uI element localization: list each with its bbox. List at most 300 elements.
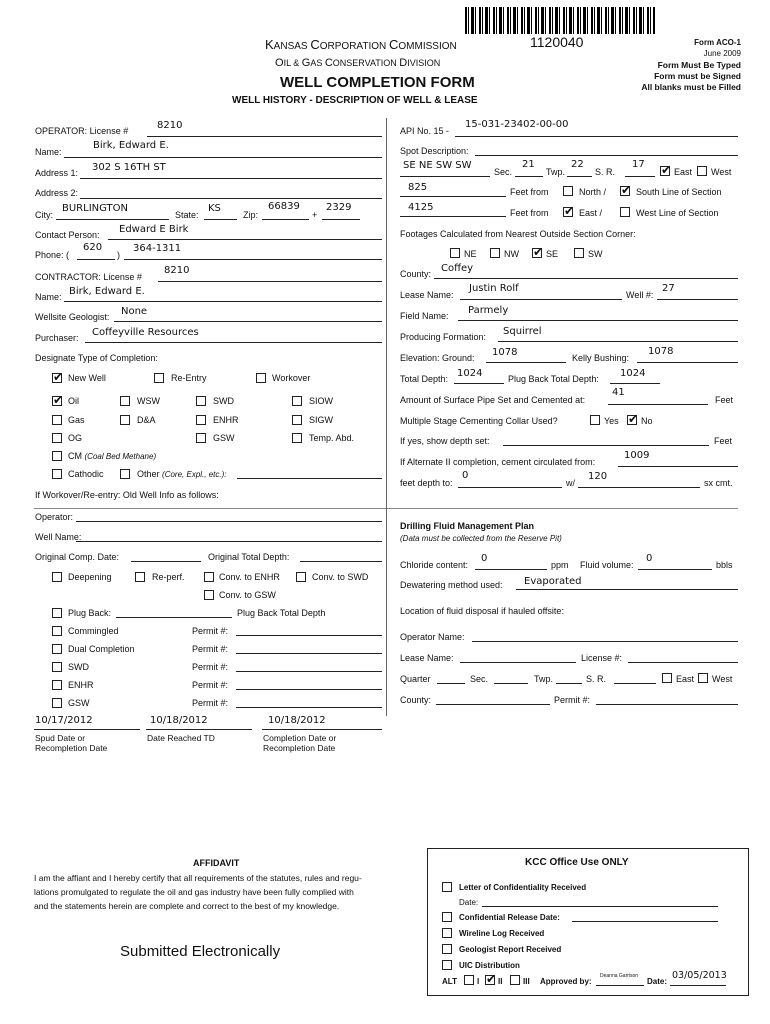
ew-feet-value[interactable]: 4125 xyxy=(408,202,434,213)
collar-label: Multiple Stage Cementing Collar Used? xyxy=(400,416,558,426)
east-line-checkbox[interactable]: ✔ xyxy=(564,204,575,218)
plug-back-total-depth-value[interactable]: 1024 xyxy=(620,368,646,379)
phone-number-line xyxy=(124,259,382,260)
kelly-bushing-label: Kelly Bushing: xyxy=(572,353,630,363)
cathodic-label: Cathodic xyxy=(68,469,104,479)
zip-ext-line xyxy=(322,219,360,220)
orig-total-depth-line xyxy=(300,561,382,562)
disposal-county-label: County: xyxy=(400,695,432,705)
dual-label: Dual Completion xyxy=(68,644,135,654)
alt2-label: If Alternate II completion, cement circulated from: xyxy=(400,457,596,467)
alt2-line xyxy=(618,466,738,467)
conv-enhr-label: Conv. to ENHR xyxy=(219,572,280,582)
depth-set-label: If yes, show depth set: xyxy=(400,436,490,446)
og-label: OG xyxy=(68,433,83,443)
p-swd-label: SWD xyxy=(68,662,89,672)
west-line-checkbox[interactable] xyxy=(620,207,630,217)
da-checkbox[interactable] xyxy=(120,415,130,425)
zip-line xyxy=(262,219,309,220)
workover-checkbox[interactable] xyxy=(256,373,266,383)
deepening-label: Deepening xyxy=(68,572,112,582)
api-value[interactable]: 15-031-23402-00-00 xyxy=(465,119,569,130)
siow-label: SIOW xyxy=(309,396,333,406)
east-label: East xyxy=(674,167,693,177)
barcode xyxy=(465,7,655,34)
north-label: North / xyxy=(579,187,607,197)
conv-swd-label: Conv. to SWD xyxy=(312,572,369,582)
affidavit-line-2: lations promulgated to regulate the oil and gas industry have been fully complied with xyxy=(34,887,354,897)
east-line-label: East / xyxy=(579,208,603,218)
spud-label-2: Recompletion Date xyxy=(35,743,108,753)
spot-quarters-line xyxy=(400,176,490,177)
wireline-label: Wireline Log Received xyxy=(459,929,545,938)
ne-label: NE xyxy=(464,249,477,259)
kcc-title: KCC Office Use ONLY xyxy=(525,857,629,868)
kcc-date-line xyxy=(482,906,718,907)
permit-line-5 xyxy=(236,707,382,708)
dewatering-value[interactable]: Evaporated xyxy=(524,576,582,587)
uic-checkbox[interactable] xyxy=(442,960,452,970)
well-number-line xyxy=(657,299,738,300)
p-enhr-checkbox[interactable] xyxy=(52,680,62,690)
comp-label-2: Recompletion Date xyxy=(263,743,336,753)
contact-label: Contact Person: xyxy=(35,230,100,240)
temp-abd-checkbox[interactable] xyxy=(292,433,302,443)
spud-date-line xyxy=(34,729,140,730)
temp-abd-label: Temp. Abd. xyxy=(309,433,355,443)
conv-gsw-checkbox[interactable] xyxy=(204,590,214,600)
fluid-disposal-label: Location of fluid disposal if hauled offsite: xyxy=(400,606,564,616)
operator-license-line xyxy=(147,136,382,137)
permit-line-3 xyxy=(236,671,382,672)
form-subtitle: WELL HISTORY - DESCRIPTION OF WELL & LEASE xyxy=(232,95,478,106)
r-line xyxy=(625,176,655,177)
disposal-county-line xyxy=(436,704,550,705)
note-filled: All blanks must be Filled xyxy=(641,82,741,92)
phone-label: Phone: ( xyxy=(35,250,70,260)
address2-line xyxy=(80,198,382,199)
oil-checkbox[interactable]: ✔ xyxy=(53,393,64,407)
disposal-operator-line xyxy=(472,641,738,642)
column-divider xyxy=(386,118,387,508)
og-checkbox[interactable] xyxy=(52,433,62,443)
permit-line-4 xyxy=(236,689,382,690)
chloride-label: Chloride content: xyxy=(400,560,469,570)
enhr-label: ENHR xyxy=(213,415,239,425)
permit-label-2: Permit #: xyxy=(192,644,229,654)
re-entry-label: Re-Entry xyxy=(171,373,207,383)
p-gsw-label: GSW xyxy=(68,698,90,708)
total-depth-value[interactable]: 1024 xyxy=(457,368,483,379)
p-enhr-label: ENHR xyxy=(68,680,94,690)
r-value[interactable]: 17 xyxy=(632,159,645,170)
oil-label: Oil xyxy=(68,396,79,406)
contact-line xyxy=(108,239,382,240)
affidavit-line-3: and the statements herein are complete and correct to the best of my knowledge. xyxy=(34,901,340,911)
kcc-date2-label: Date: xyxy=(647,977,668,986)
permit-label-3: Permit #: xyxy=(192,662,229,672)
twp-line xyxy=(567,176,592,177)
producing-formation-value[interactable]: Squirrel xyxy=(503,326,542,337)
disposal-west-checkbox[interactable] xyxy=(698,673,708,683)
sigw-checkbox[interactable] xyxy=(292,415,302,425)
well-number-value[interactable]: 27 xyxy=(662,283,675,294)
field-name-label: Field Name: xyxy=(400,311,449,321)
old-wellname-label: Well Name: xyxy=(35,532,82,542)
collar-yes-checkbox[interactable] xyxy=(590,415,600,425)
wsw-checkbox[interactable] xyxy=(120,396,130,406)
other-line xyxy=(237,478,382,479)
west-checkbox[interactable] xyxy=(697,166,707,176)
note-signed: Form must be Signed xyxy=(654,71,741,81)
alt-i-label: I xyxy=(477,977,480,986)
conv-swd-checkbox[interactable] xyxy=(296,572,306,582)
phone-number-value[interactable]: 364-1311 xyxy=(133,243,182,254)
plug-back-total-depth-line xyxy=(610,383,660,384)
permit-line-1 xyxy=(236,635,382,636)
disposal-permit-label: Permit #: xyxy=(554,695,591,705)
geologist-label: Wellsite Geologist: xyxy=(35,312,110,322)
old-operator-label: Operator: xyxy=(35,512,74,522)
disposal-lease-label: Lease Name: xyxy=(400,653,454,663)
spud-label-1: Spud Date or xyxy=(35,733,86,743)
footages-label: Footages Calculated from Nearest Outside Section Corner: xyxy=(400,229,636,239)
disposal-r-line xyxy=(614,683,656,684)
orig-comp-date-label: Original Comp. Date: xyxy=(35,552,120,562)
twp-label: Twp. xyxy=(546,167,566,177)
state-line xyxy=(204,219,237,220)
submitted-electronically: Submitted Electronically xyxy=(120,943,281,960)
se-label: SE xyxy=(546,249,559,259)
permit-line-2 xyxy=(236,653,382,654)
address2-label: Address 2: xyxy=(35,188,79,198)
confidential-release-checkbox[interactable] xyxy=(442,912,452,922)
se-checkbox[interactable]: ✔ xyxy=(533,245,544,259)
re-entry-checkbox[interactable] xyxy=(154,373,164,383)
state-label: State: xyxy=(175,210,199,220)
fluid-volume-line xyxy=(638,569,712,570)
lease-name-value[interactable]: Justin Rolf xyxy=(469,283,519,294)
plug-back-line xyxy=(116,617,232,618)
phone-area-value[interactable]: 620 xyxy=(83,242,103,253)
kcc-date-label: Date: xyxy=(459,898,479,907)
south-line-label: South Line of Section xyxy=(636,187,722,197)
api-line xyxy=(455,136,738,137)
dfmp-title: Drilling Fluid Management Plan xyxy=(400,521,535,531)
disposal-west-label: West xyxy=(712,674,733,684)
disposal-permit-line xyxy=(596,704,738,705)
state-value[interactable]: KS xyxy=(208,203,221,214)
new-well-checkbox[interactable]: ✔ xyxy=(53,370,64,384)
approved-by-label: Approved by: xyxy=(540,977,592,986)
completion-date-value[interactable]: 10/18/2012 xyxy=(268,715,326,726)
chloride-value[interactable]: 0 xyxy=(481,553,488,564)
disposal-twp-line xyxy=(556,683,582,684)
city-line xyxy=(56,219,169,220)
alt-iii-checkbox[interactable] xyxy=(510,975,520,985)
city-value[interactable]: BURLINGTON xyxy=(62,203,128,214)
da-label: D&A xyxy=(137,415,156,425)
ne-checkbox[interactable] xyxy=(450,248,460,258)
spud-date-value[interactable]: 10/17/2012 xyxy=(35,715,93,726)
reperf-label: Re-perf. xyxy=(152,572,185,582)
operator-license-label: OPERATOR: License # xyxy=(35,126,129,136)
plug-back-checkbox[interactable] xyxy=(52,608,62,618)
collar-no-checkbox[interactable]: ✔ xyxy=(628,412,639,426)
sx-line xyxy=(578,487,700,488)
workover-label: Workover xyxy=(272,373,311,383)
kcc-date2-value: 03/05/2013 xyxy=(672,970,727,981)
form-date: June 2009 xyxy=(703,49,741,58)
total-depth-line xyxy=(454,383,504,384)
nw-label: NW xyxy=(504,249,519,259)
elevation-ground-value[interactable]: 1078 xyxy=(492,347,518,358)
elevation-label: Elevation: Ground: xyxy=(400,353,475,363)
west-label: West xyxy=(711,167,732,177)
ns-feet-value[interactable]: 825 xyxy=(408,182,428,193)
well-number-label: Well #: xyxy=(626,290,654,300)
swd-label: SWD xyxy=(213,396,234,406)
other-label: Other (Core, Expl., etc.): xyxy=(137,469,227,479)
sec-value[interactable]: 21 xyxy=(522,159,535,170)
ppm-label: ppm xyxy=(551,560,569,570)
dfmp-note: (Data must be collected from the Reserve Pit) xyxy=(400,534,562,543)
twp-value[interactable]: 22 xyxy=(571,159,584,170)
sec-label: Sec. xyxy=(494,167,513,177)
alt2-value[interactable]: 1009 xyxy=(624,450,650,461)
zip-plus: + xyxy=(312,210,318,220)
spot-label: Spot Description: xyxy=(400,146,469,156)
letter-confidentiality-checkbox[interactable] xyxy=(442,882,452,892)
approver-value: Deanna Garrison xyxy=(600,973,639,979)
approved-by-line xyxy=(596,985,644,986)
contractor-license-value[interactable]: 8210 xyxy=(164,265,190,276)
old-wellname-line xyxy=(76,541,382,542)
name-label: Name: xyxy=(35,147,62,157)
note-typed: Form Must Be Typed xyxy=(657,60,741,70)
permit-label-1: Permit #: xyxy=(192,626,229,636)
reached-td-value[interactable]: 10/18/2012 xyxy=(150,715,208,726)
dewatering-label: Dewatering method used: xyxy=(400,580,503,590)
other-checkbox[interactable] xyxy=(120,469,130,479)
contractor-name-line xyxy=(64,301,382,302)
producing-formation-line xyxy=(498,341,738,342)
column-divider-lower xyxy=(386,508,387,716)
feet-depth-label: feet depth to: xyxy=(400,478,453,488)
designate-label: Designate Type of Completion: xyxy=(35,353,158,363)
orig-total-depth-label: Original Total Depth: xyxy=(208,552,290,562)
gsw-label: GSW xyxy=(213,433,235,443)
commingled-label: Commingled xyxy=(68,626,119,636)
orig-comp-date-line xyxy=(131,561,201,562)
geologist-report-checkbox[interactable] xyxy=(442,944,452,954)
plug-back-total-depth-label: Plug Back Total Depth: xyxy=(508,374,599,384)
surface-pipe-line xyxy=(608,404,708,405)
enhr-checkbox[interactable] xyxy=(196,415,206,425)
phone-close: ) xyxy=(117,250,120,260)
contractor-license-label: CONTRACTOR: License # xyxy=(35,272,142,282)
elevation-ground-line xyxy=(486,362,566,363)
surface-pipe-feet: Feet xyxy=(715,395,734,405)
city-label: City: xyxy=(35,210,53,220)
workover-info-label: If Workover/Re-entry: Old Well Info as follows: xyxy=(35,490,219,500)
disposal-east-label: East xyxy=(676,674,695,684)
county-value[interactable]: Coffey xyxy=(441,263,474,274)
geologist-report-label: Geologist Report Received xyxy=(459,945,562,954)
purchaser-value[interactable]: Coffeyville Resources xyxy=(92,327,199,338)
sx-value[interactable]: 120 xyxy=(588,471,608,482)
name-line xyxy=(64,157,382,158)
cathodic-checkbox[interactable] xyxy=(52,469,62,479)
purchaser-line xyxy=(85,342,382,343)
conv-gsw-label: Conv. to GSW xyxy=(219,590,276,600)
kcc-date2-line xyxy=(670,985,726,986)
wsw-label: WSW xyxy=(137,396,160,406)
new-well-label: New Well xyxy=(68,373,106,383)
nw-checkbox[interactable] xyxy=(490,248,500,258)
zip-value[interactable]: 66839 xyxy=(268,201,300,212)
lease-name-line xyxy=(460,299,622,300)
dual-checkbox[interactable] xyxy=(52,644,62,654)
form-title: WELL COMPLETION FORM xyxy=(280,74,475,91)
sigw-label: SIGW xyxy=(309,415,333,425)
ns-feet-line xyxy=(400,196,506,197)
collar-no-label: No xyxy=(641,416,653,426)
field-name-value[interactable]: Parmely xyxy=(468,305,509,316)
operator-license-value[interactable]: 8210 xyxy=(157,120,183,131)
east-checkbox[interactable]: ✔ xyxy=(661,163,672,177)
operator-name-value[interactable]: Birk, Edward E. xyxy=(93,140,169,151)
dewatering-line xyxy=(516,589,738,590)
contractor-license-line xyxy=(158,281,382,282)
ew-feet-line xyxy=(400,216,506,217)
alt-i-checkbox[interactable] xyxy=(464,975,474,985)
permit-label-5: Permit #: xyxy=(192,698,229,708)
south-checkbox[interactable]: ✔ xyxy=(621,183,632,197)
county-line xyxy=(434,278,738,279)
producing-formation-label: Producing Formation: xyxy=(400,332,487,342)
sw-label: SW xyxy=(588,249,603,259)
alt-iii-label: III xyxy=(523,977,530,986)
chloride-line xyxy=(475,569,547,570)
surface-pipe-label: Amount of Surface Pipe Set and Cemented at: xyxy=(400,395,586,405)
siow-checkbox[interactable] xyxy=(292,396,302,406)
reached-td-line xyxy=(146,729,252,730)
disposal-east-checkbox[interactable] xyxy=(662,673,672,683)
disposal-operator-label: Operator Name: xyxy=(400,632,465,642)
commingled-checkbox[interactable] xyxy=(52,626,62,636)
feet-depth-value[interactable]: 0 xyxy=(462,470,469,481)
disposal-license-line xyxy=(628,662,738,663)
plug-back-depth-label: Plug Back Total Depth xyxy=(237,608,326,618)
reperf-checkbox[interactable] xyxy=(135,572,145,582)
disposal-twp-label: Twp. xyxy=(534,674,554,684)
disposal-license-label: License #: xyxy=(581,653,623,663)
alt-ii-checkbox[interactable]: ✔ xyxy=(486,972,497,986)
commission-name: KANSAS CORPORATION COMMISSION xyxy=(265,37,457,52)
fluid-volume-value[interactable]: 0 xyxy=(646,553,653,564)
p-swd-checkbox[interactable] xyxy=(52,662,62,672)
depth-set-line xyxy=(503,445,709,446)
old-operator-line xyxy=(76,521,382,522)
gsw-checkbox[interactable] xyxy=(196,433,206,443)
zip-label: Zip: xyxy=(243,210,259,220)
swd-checkbox[interactable] xyxy=(196,396,206,406)
contact-value[interactable]: Edward E Birk xyxy=(119,224,189,235)
sec-line xyxy=(515,176,543,177)
address1-label: Address 1: xyxy=(35,168,79,178)
uic-label: UIC Distribution xyxy=(459,961,520,970)
conv-enhr-checkbox[interactable] xyxy=(204,572,214,582)
geologist-value[interactable]: None xyxy=(121,306,148,317)
wireline-checkbox[interactable] xyxy=(442,928,452,938)
alt-ii-label: II xyxy=(498,977,503,986)
sw-checkbox[interactable] xyxy=(574,248,584,258)
completion-date-line xyxy=(262,729,382,730)
geologist-line xyxy=(114,321,382,322)
lease-name-label: Lease Name: xyxy=(400,290,454,300)
deepening-checkbox[interactable] xyxy=(52,572,62,582)
disposal-sec-line xyxy=(494,683,528,684)
disposal-lease-line xyxy=(460,662,576,663)
s-r-label: S. R. xyxy=(595,167,616,177)
plug-back-label: Plug Back: xyxy=(68,608,112,618)
cm-checkbox[interactable] xyxy=(52,451,62,461)
field-name-line xyxy=(458,320,738,321)
feet-depth-line xyxy=(458,487,562,488)
division-name: OIL & GAS CONSERVATION DIVISION xyxy=(275,57,441,69)
td-label: Date Reached TD xyxy=(147,733,215,743)
disposal-sr-label: S. R. xyxy=(586,674,607,684)
kelly-bushing-value[interactable]: 1078 xyxy=(648,346,674,357)
alt-label: ALT xyxy=(442,977,457,986)
purchaser-label: Purchaser: xyxy=(35,333,79,343)
address1-line xyxy=(80,178,382,179)
spot-quarters[interactable]: SE NE SW SW xyxy=(403,160,472,171)
spot-line xyxy=(475,155,738,156)
collar-yes-label: Yes xyxy=(604,416,619,426)
contractor-name-label: Name: xyxy=(35,292,62,302)
affidavit-title: AFFIDAVIT xyxy=(193,858,240,868)
affidavit-line-1: I am the affiant and I hereby certify that all requirements of the statutes, rules and regu- xyxy=(34,873,362,883)
fluid-volume-label: Fluid volume: xyxy=(580,560,634,570)
cm-label: CM (Coal Bed Methane) xyxy=(68,451,157,461)
west-line-label: West Line of Section xyxy=(636,208,719,218)
kelly-bushing-line xyxy=(637,362,738,363)
feet-from-label: Feet from xyxy=(510,187,549,197)
address1-value[interactable]: 302 S 16TH ST xyxy=(92,162,166,173)
disposal-quarter-line xyxy=(437,683,465,684)
confidential-release-label: Confidential Release Date: xyxy=(459,913,560,922)
zip-ext-value[interactable]: 2329 xyxy=(326,202,352,213)
bbls-label: bbls xyxy=(716,560,733,570)
disposal-sec-label: Sec. xyxy=(470,674,489,684)
w-label: w/ xyxy=(566,478,575,488)
permit-label-4: Permit #: xyxy=(192,680,229,690)
p-gsw-checkbox[interactable] xyxy=(52,698,62,708)
gas-label: Gas xyxy=(68,415,85,425)
north-checkbox[interactable] xyxy=(563,186,573,196)
total-depth-label: Total Depth: xyxy=(400,374,449,384)
phone-area-line xyxy=(77,259,115,260)
sx-cmt-label: sx cmt. xyxy=(704,478,733,488)
gas-checkbox[interactable] xyxy=(52,415,62,425)
county-label: County: xyxy=(400,269,432,279)
depth-set-feet: Feet xyxy=(714,436,733,446)
contractor-name-value[interactable]: Birk, Edward E. xyxy=(69,286,145,297)
surface-pipe-value[interactable]: 41 xyxy=(612,387,625,398)
document-number: 1120040 xyxy=(530,34,584,50)
